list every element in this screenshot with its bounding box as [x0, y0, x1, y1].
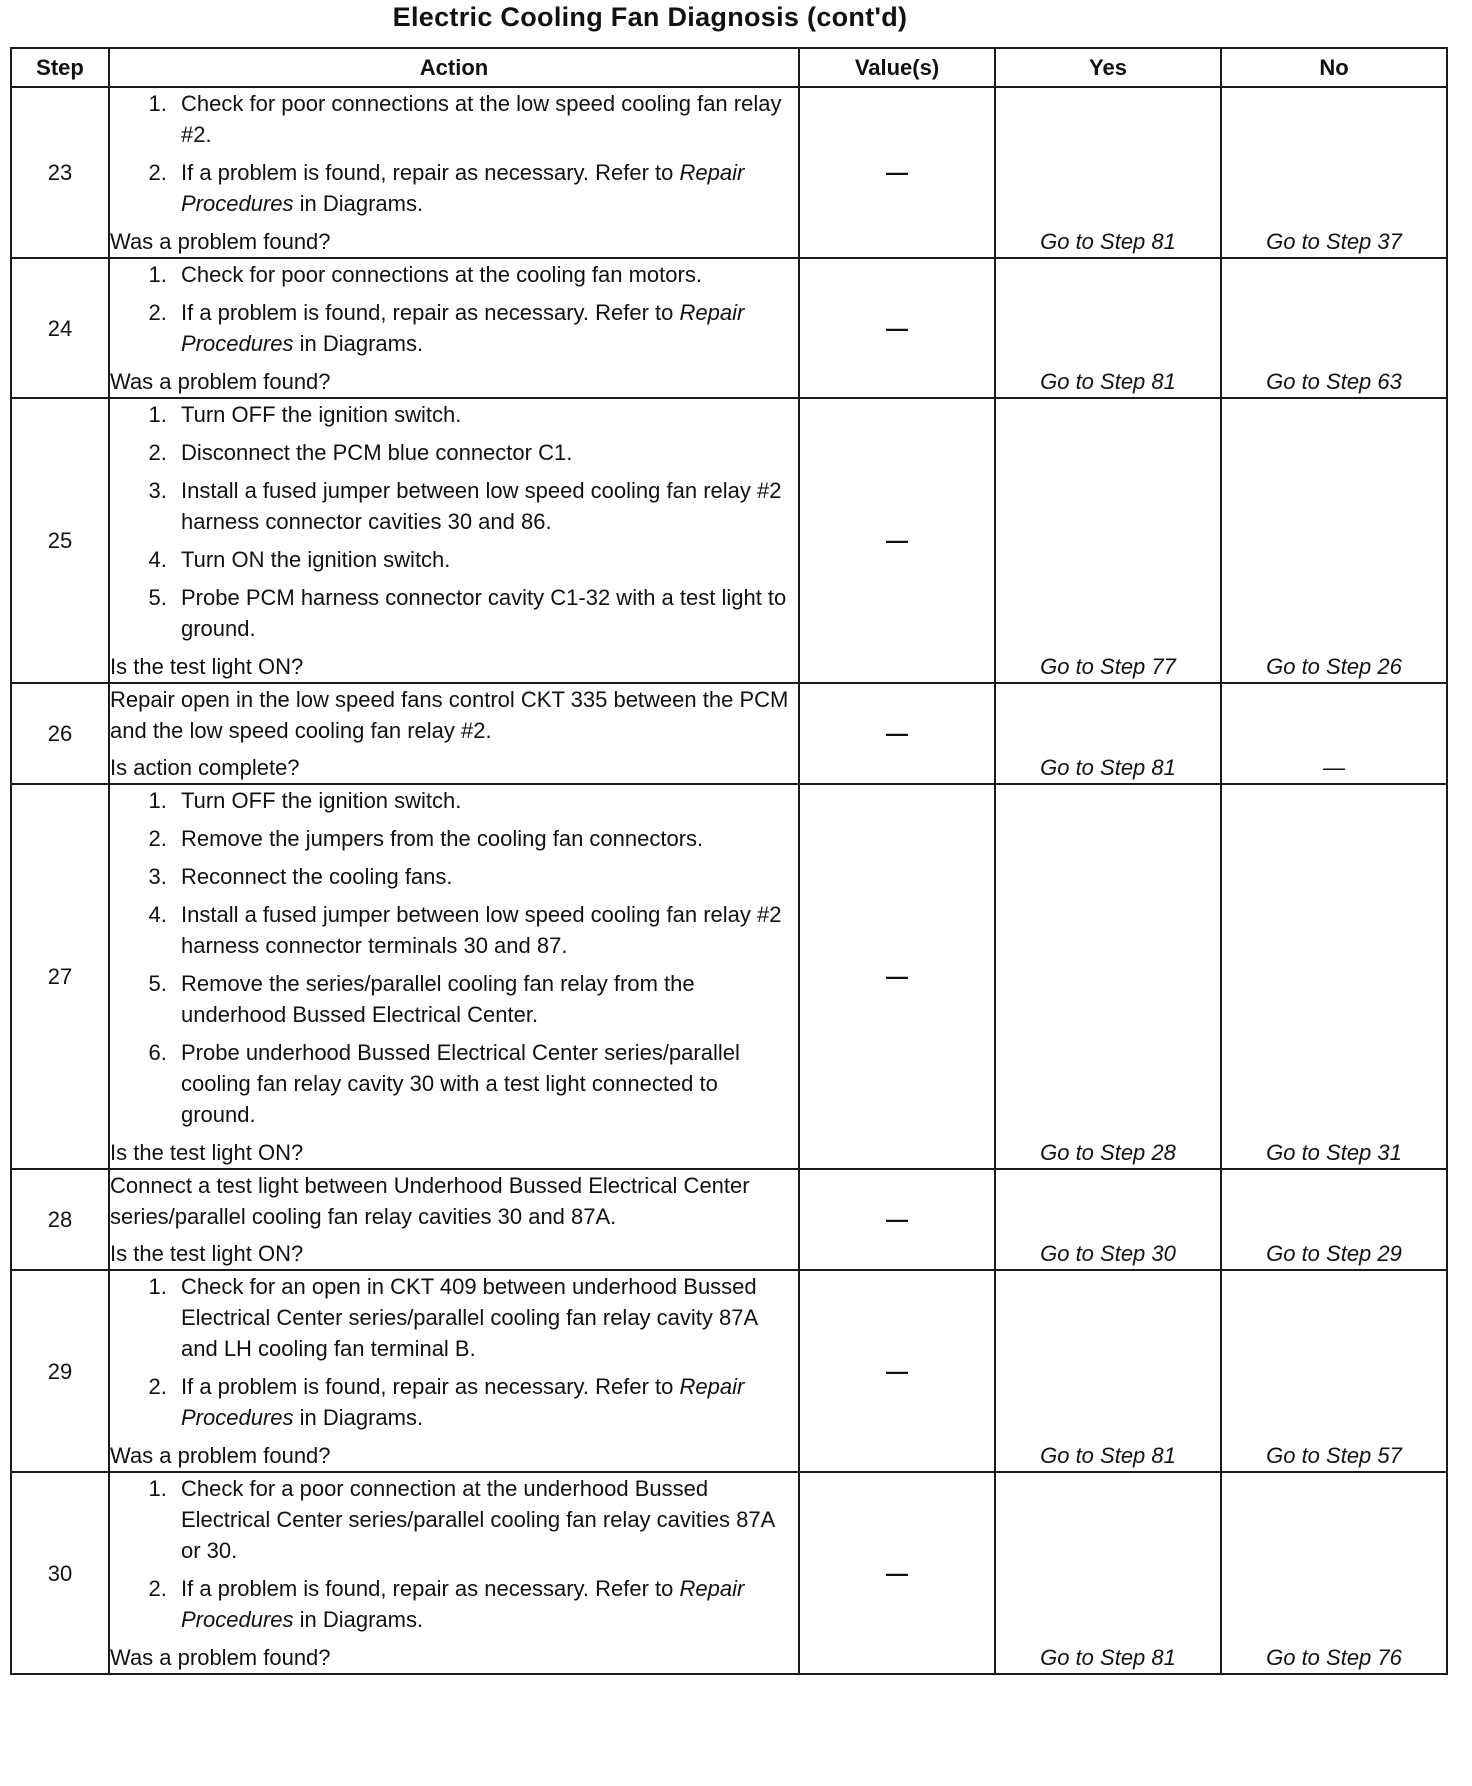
header-values: Value(s)	[799, 48, 995, 87]
step-number: 29	[11, 1270, 109, 1472]
action-steps	[110, 88, 798, 219]
table-row	[11, 87, 1447, 258]
action-step	[173, 1371, 798, 1433]
value-cell: —	[799, 1270, 995, 1472]
no-result: Go to Step 31	[1221, 784, 1447, 1169]
step-number: 23	[11, 87, 109, 258]
action-step: 3. Install a fused jumper between low speed cooling fan relay #2 harness connector cavities 30 and 86.	[173, 475, 798, 537]
value-cell: —	[799, 87, 995, 258]
table-row	[11, 398, 1447, 683]
table-row	[11, 1472, 1447, 1674]
yes-result: Go to Step 81	[995, 258, 1221, 398]
action-step: 6. Probe underhood Bussed Electrical Center series/parallel cooling fan relay cavity 30 with a test light connected to ground.	[173, 1037, 798, 1130]
no-result: Go to Step 57	[1221, 1270, 1447, 1472]
no-result: Go to Step 63	[1221, 258, 1447, 398]
yes-result: Go to Step 81	[995, 87, 1221, 258]
action-step: 1. Turn OFF the ignition switch.	[173, 785, 798, 816]
question: Is the test light ON?	[110, 654, 304, 679]
no-result: —	[1221, 683, 1447, 784]
reference-tail: in Diagrams.	[293, 331, 424, 356]
action-step: 4. Install a fused jumper between low speed cooling fan relay #2 harness connector terminals 30 and 87.	[173, 899, 798, 961]
step-number: 28	[11, 1169, 109, 1270]
action-cell	[109, 398, 799, 683]
action-cell	[109, 1270, 799, 1472]
action-step: 2. Disconnect the PCM blue connector C1.	[173, 437, 798, 468]
step-number: 25	[11, 398, 109, 683]
step-number: 27	[11, 784, 109, 1169]
action-steps	[110, 1473, 798, 1635]
question: Was a problem found?	[110, 369, 331, 394]
question: Is the test light ON?	[110, 1241, 304, 1266]
reference-link[interactable]: Repair Procedures	[181, 1576, 745, 1632]
action-cell	[109, 1169, 799, 1270]
yes-result: Go to Step 77	[995, 398, 1221, 683]
question: Is action complete?	[110, 755, 300, 780]
yes-result: Go to Step 81	[995, 683, 1221, 784]
table-row	[11, 258, 1447, 398]
action-step-text: If a problem is found, repair as necessary. Refer to	[181, 300, 674, 325]
no-result: Go to Step 76	[1221, 1472, 1447, 1674]
header-action: Action	[109, 48, 799, 87]
step-number: 30	[11, 1472, 109, 1674]
value-cell: —	[799, 1472, 995, 1674]
action-step-text: If a problem is found, repair as necessary. Refer to	[181, 1576, 674, 1601]
reference-tail: in Diagrams.	[293, 1405, 424, 1430]
reference-tail: in Diagrams.	[293, 191, 424, 216]
value-cell: —	[799, 258, 995, 398]
reference-link[interactable]: Repair Procedures	[181, 300, 745, 356]
table-row	[11, 1169, 1447, 1270]
question: Was a problem found?	[110, 1645, 331, 1670]
reference-link[interactable]: Repair Procedures	[181, 160, 745, 216]
yes-result: Go to Step 30	[995, 1169, 1221, 1270]
action-cell	[109, 258, 799, 398]
table-header-row	[11, 48, 1447, 87]
action-steps	[110, 259, 798, 359]
action-step-text: If a problem is found, repair as necessary. Refer to	[181, 1374, 674, 1399]
action-cell	[109, 683, 799, 784]
reference-link[interactable]: Repair Procedures	[181, 1374, 745, 1430]
value-cell: —	[799, 1169, 995, 1270]
action-step: 5. Probe PCM harness connector cavity C1-32 with a test light to ground.	[173, 582, 798, 644]
no-result: Go to Step 29	[1221, 1169, 1447, 1270]
action-step: 5. Remove the series/parallel cooling fan relay from the underhood Bussed Electrical Center.	[173, 968, 798, 1030]
action-steps	[110, 1271, 798, 1433]
yes-result: Go to Step 81	[995, 1472, 1221, 1674]
action-step: 1. Check for poor connections at the cooling fan motors.	[173, 259, 798, 290]
action-cell	[109, 87, 799, 258]
value-cell: —	[799, 683, 995, 784]
action-step: 1. Check for an open in CKT 409 between underhood Bussed Electrical Center series/parallel cooling fan relay cavity 87A and LH cooling fan terminal B.	[173, 1271, 798, 1364]
action-step: 2. Remove the jumpers from the cooling fan connectors.	[173, 823, 798, 854]
header-no: No	[1221, 48, 1447, 87]
question: Was a problem found?	[110, 229, 331, 254]
question: Was a problem found?	[110, 1443, 331, 1468]
action-step: 1. Check for poor connections at the low speed cooling fan relay #2.	[173, 88, 798, 150]
value-cell: —	[799, 398, 995, 683]
header-yes: Yes	[995, 48, 1221, 87]
action-step: 4. Turn ON the ignition switch.	[173, 544, 798, 575]
action-text: Connect a test light between Underhood Bussed Electrical Center series/parallel cooling fan relay cavities 30 and 87A.	[110, 1173, 750, 1229]
value-cell: —	[799, 784, 995, 1169]
step-number: 24	[11, 258, 109, 398]
action-step: 3. Reconnect the cooling fans.	[173, 861, 798, 892]
action-step-text: If a problem is found, repair as necessary. Refer to	[181, 160, 674, 185]
action-step: 1. Check for a poor connection at the underhood Bussed Electrical Center series/parallel cooling fan relay cavities 87A or 30.	[173, 1473, 798, 1566]
table-row	[11, 1270, 1447, 1472]
action-step: 1. Turn OFF the ignition switch.	[173, 399, 798, 430]
action-steps	[110, 785, 798, 1130]
action-text: Repair open in the low speed fans control CKT 335 between the PCM and the low speed cooling fan relay #2.	[110, 687, 789, 743]
table-row	[11, 784, 1447, 1169]
yes-result: Go to Step 81	[995, 1270, 1221, 1472]
action-step	[173, 297, 798, 359]
page-title: Electric Cooling Fan Diagnosis (cont'd)	[392, 2, 908, 32]
step-number: 26	[11, 683, 109, 784]
action-cell	[109, 1472, 799, 1674]
question: Is the test light ON?	[110, 1140, 304, 1165]
no-result: Go to Step 37	[1221, 87, 1447, 258]
table-row	[11, 683, 1447, 784]
action-steps	[110, 399, 798, 644]
reference-tail: in Diagrams.	[293, 1607, 424, 1632]
diagnosis-table	[10, 47, 1448, 1675]
no-result: Go to Step 26	[1221, 398, 1447, 683]
action-step	[173, 1573, 798, 1635]
yes-result: Go to Step 28	[995, 784, 1221, 1169]
header-step: Step	[11, 48, 109, 87]
action-step	[173, 157, 798, 219]
action-cell	[109, 784, 799, 1169]
